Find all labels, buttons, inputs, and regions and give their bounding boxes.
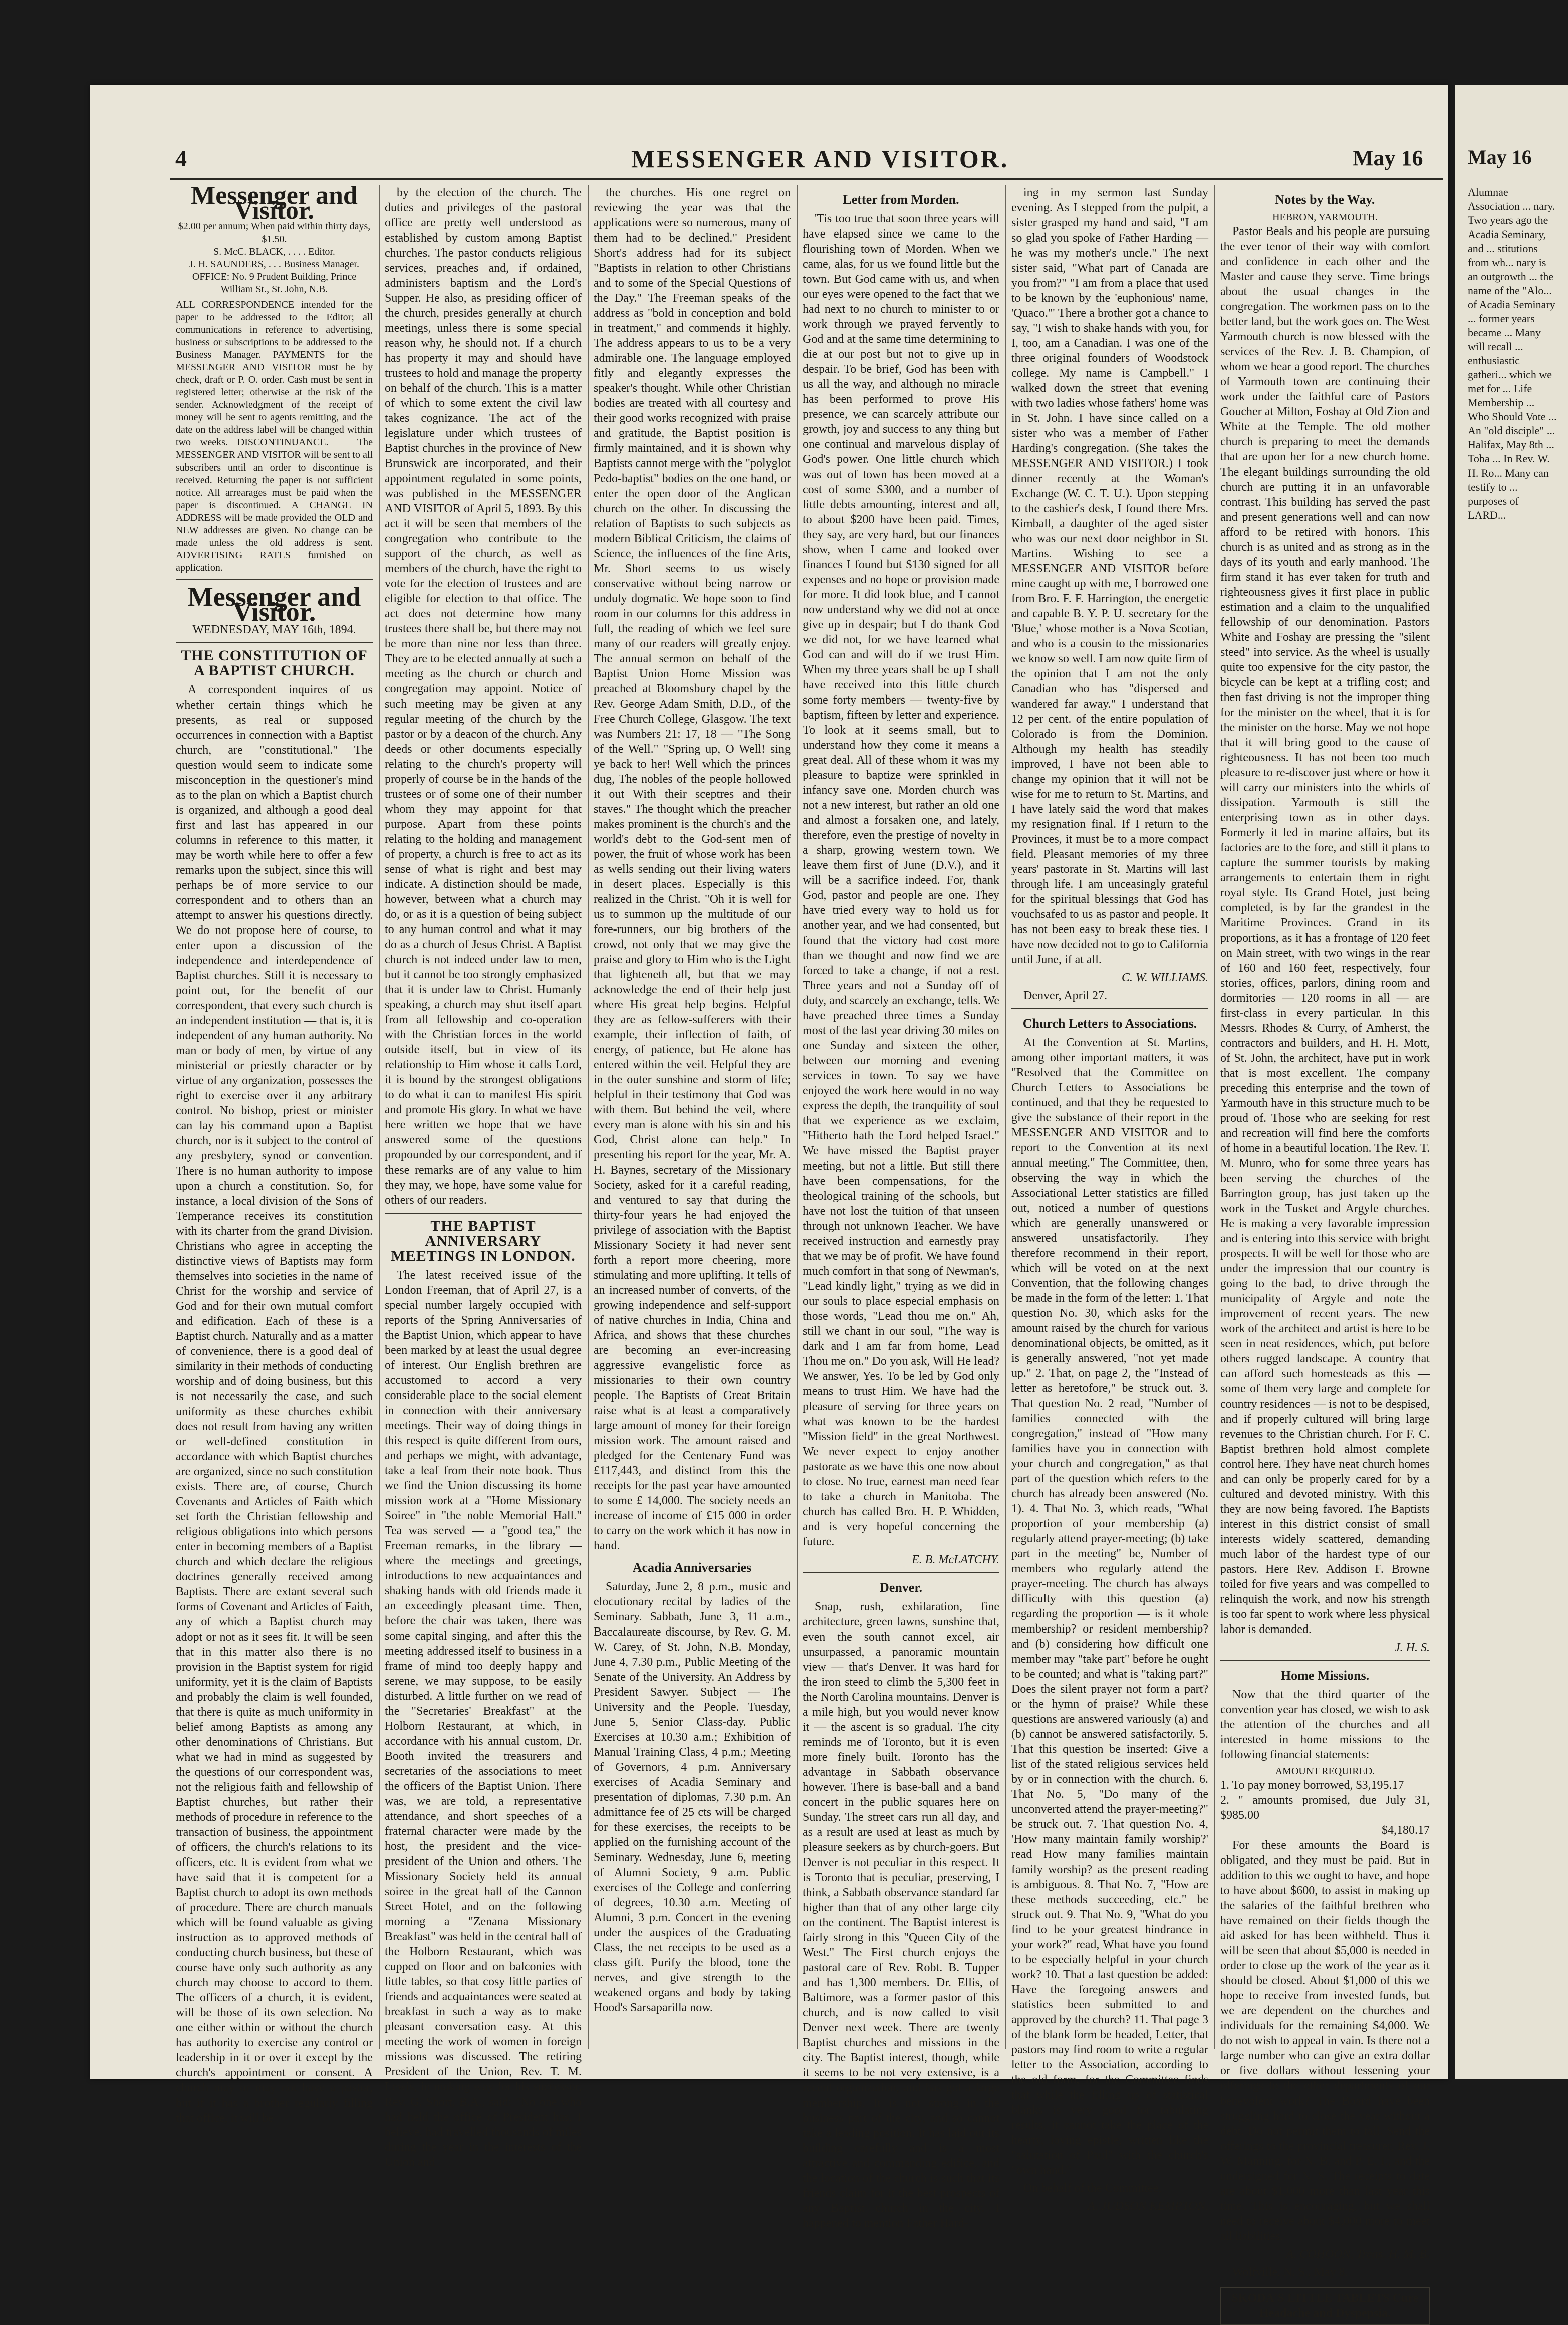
column-1 [173, 181, 376, 2125]
column-rule [588, 185, 589, 2049]
editor-line: S. McC. BLACK, . . . . Editor. [213, 246, 335, 257]
article-body: Now that the third quarter of the convention year has closed, we wish to ask the attention of the churches and all interested in home missions to the following financial statements: [1220, 1688, 1430, 1761]
dateline: Wolfville, N. S., May 8. [1232, 2266, 1348, 2279]
section-title: Church Letters to Associations. [1022, 1016, 1197, 1031]
statement-heading: AMOUNT REQUIRED. [1275, 1766, 1375, 1777]
column-rule [1005, 185, 1006, 2049]
column-2 [382, 185, 585, 2169]
column-6 [1217, 185, 1433, 2320]
signature: A. JUDSON KEMPTON. [1088, 2200, 1208, 2213]
divider [803, 1572, 999, 1573]
paper-title-2: Messenger and Visitor. [187, 582, 361, 627]
column-5 [1008, 185, 1211, 2213]
article-body: Snap, rush, exhilaration, fine architecture, green lawns, sunshine that, even the south cannot excel, air unsurpassed, a panoramic mountain view — that's Denver. It was hard for the iron steed to climb the 5,300 feet in the North Carolina mountains. Denver is a mile high, but you would never know it — the ascent is so gradual. The city reminds me of Toronto, but it is even more finely built. Toronto has the advantage in Sabbath observance however. There is base-ball and a band concert in the public squares here on Sunday. The street cars run all day, and as a result are used at least as much by pleasure seekers as by church-goers. But Denver is not peculiar in this respect. It is Toronto that is peculiar, preserving, I think, a Sabbath observance standard far higher than that of any other large city on the continent. The Baptist interest is fairly strong in this "Queen City of the West." The First church enjoys the pastoral care of Rev. Robt. B. Tupper and has 1,300 members. Dr. Ellis, of Baltimore, was a former pastor of this church, and is now called to visit Denver next week. There are twenty Baptist churches and missions in the city. The Baptist interest, though, while it seems to be not very extensive, is a recent organization, and has got a large membership. It is not strong in the business part of the city, and so cannot take a leading position. It has laid out its building carefully and is a most attractive and commanding edifice, and the location of the church is such that its friends claim for it the best prospects of any Baptist church in the city. I happened to mention Father Hard- [803, 1600, 999, 2230]
signature: C. W. WILLIAMS. [1121, 971, 1208, 984]
article-body: by the election of the church. The duties and privileges of the pastoral office are pretty well understood as established by custom among Baptist churches. The pastor conducts religious services, preaches and, if ordained, administers baptism and the Lord's Supper. He also, as presiding officer of the church, presides generally at church meetings, unless there is some special reason why, he should not. If a church has property it may and should have trustees to hold and manage the property on behalf of the church. This is a matter of which to some extent the civil law takes cognizance. The act of the legislature under which trustees of Baptist churches in the province of New Brunswick are incorporated, and their appointment regulated in some points, was published in the MESSENGER AND VISITOR of April 5, 1893. By this act it will be seen that members of the congregation who contribute to the support of the church, as well as members of the church, have the right to vote for the election of trustees and are eligible for election to that office. The act does not determine how many trustees there shall be, but there may not be more than nine nor less than three. They are to be elected annually at such a meeting as the church or church and congregation may appoint. Notice of such meeting may be given at any regular meeting of the church by the pastor or by a deacon of the church. Any deeds or other documents especially relating to the church's property will properly of course be in the hands of the trustees or of some one of their number whom they may appoint for that purpose. Apart from these points relating to the holding and management of property, a church is free to act as its sense of what is right and best may indicate. A distinction should be made, however, between what a church may do, or as it is a question of being subject to any human control and what it may do as a church of Jesus Christ. A Baptist church is not indeed under law to men, but it cannot be too strongly emphasized that it is under law to Christ. Humanly speaking, a church may shut itself apart from all fellowship and co-operation with the Christian forces in the world outside itself, but in view of its relationship to Him whose it calls Lord, it is bound by the strongest obligations to do what it can to manifest His spirit and promote His glory. In what we have here written we hope that we have answered some of the questions propounded by our correspondent, and if these remarks are of any value to him they may, we hope, have some value for others of our readers. [385, 186, 582, 1207]
office-address: OFFICE: No. 9 Prudent Building, Prince William St., St. John, N.B. [192, 271, 357, 295]
statement-item: 1. To pay money borrowed, $3,195.17 [1220, 1779, 1404, 1792]
divider [176, 579, 373, 580]
article-body: Pastor Beals and his people are pursuing the ever tenor of their way with comfort and confidence in each other and the Master and cause they serve. Time brings about the usual changes in the congregation. The workmen pass on to the better land, but the work goes on. The West Yarmouth church is now blessed with the services of the Rev. J. B. Champion, of whom we hear a good report. The churches of Yarmouth town are continuing their work under the faithful care of Pastors Goucher at Milton, Foshay at Old Zion and White at the Temple. The old mother church is preparing to meet the demands that are upon her for a new church home. The elegant buildings surrounding the old church are putting it in an unfavorable contrast. This building has served the past and present generations well and can now afford to be retired with honors. This church is as united and as strong as in the days of its youth and early manhood. The firm stand it has ever taken for truth and righteousness gives it first place in public estimation and a claim to the unqualified fellowship of our denomination. Pastors White and Foshay are pressing the "silent steed" into service. As the wheel is usually quite too expensive for the city pastor, the bicycle can be kept at a trifling cost; and then fast driving is not the improper thing for the minister on the wheel, that it is for the minister on the horse. May we not hope that it will bring good to the cause of righteousness. It has not been too much pleasure to re-discover just where or how it will carry our ministers into the whirls of dissipation. Yarmouth is still the enterprising town as in other days. Formerly it led in marine affairs, but its factories are to the fore, and still it plans to capture the summer tourists by making arrangements to entertain them in right royal style. Its Grand Hotel, just being completed, is by far the grandest in the Maritime Provinces. Grand in its proportions, as it has a frontage of 120 feet on Main street, with two wings in the rear of 160 and 160 feet, respectively, four stories, offices, parlors, dining room and dormitories — 120 rooms in all — are first-class in every particular. In this Messrs. Rhodes & Curry, of Amherst, the contractors and builders, and H. H. Mott, of St. John, the architect, have put in work that is most excellent. The company preceding this enterprise and the town of Yarmouth have in this structure much to be proud of. Those who are seeking for rest and recreation will find here the comforts of home in a beautiful location. The Rev. T. M. Munro, who for some three years has been serving the churches of the Barrington group, has just taken up the work in the Tusket and Argyle churches. He is making a very favorable impression and is entering into this service with bright prospects. It will be well for those who are under the impression that our country is going to the bad, to drive through the municipality of Argyle and note the improvement of recent years. The new work of the architect and artist is here to be seen in neat residences, which, put before others rugged landscape. A country that can afford such homesteads as this — some of them very large and complete for country residences — is not to be despised, and if properly cultured will bring large revenues to the Christian church. For F. C. Baptist brethren hold almost complete control here. They have neat church homes and can only be properly cared for by a cultured and devoted ministry. With this they are now being favored. The Baptists interest in this district consist of small interests widely scattered, demanding much labor of the hardest type of our pastors. Here Rev. Addison F. Browne toiled for five years and was compelled to relinquish the work, and now his strength is too far spent to work where less physical labor is demanded. [1220, 225, 1430, 1636]
article-body: A correspondent inquires of us whether certain things which he presents, as real or supposed occurrences in connection with a Baptist church, are "constitutional." The question would seem to indicate some misconception in the questioner's mind as to the plan on which a Baptist church is organized, and although a good deal first and last has appeared in our columns in reference to this matter, it may be worth while here to offer a few remarks upon the subject, since this will perhaps be of more service to our correspondent and to others than an attempt to answer his questions directly. We do not propose here of course, to enter upon a discussion of the independence and interdependence of Baptist churches. Still it is necessary to point out, for the benefit of our correspondent, that every such church is an independent institution — that is, it is independent of any human authority. No man or body of men, by virtue of any ministerial or priestly character or by virtue of any organization, possesses the right to exercise over it any arbitrary control. No bishop, priest or minister can lay his command upon a Baptist church, nor is it subject to the control of any presbytery, synod or convention. There is no human authority to impose upon a church a constitution. So, for instance, a local division of the Sons of Temperance receives its constitution with its charter from the grand Division. Christians who agree in accepting the distinctive views of Baptists may form themselves into societies in the name of Christ for the worship and service of God and for their own mutual comfort and edification. Each of these is a Baptist church. Naturally and as a matter of convenience, there is a good deal of similarity in their methods of conducting worship and of doing business, but this is not necessarily the case, and such uniformity as these churches exhibit does not result from having any written or well-defined constitution in accordance with which Baptist churches are organized, since no such constitution exists. There are, of course, Church Covenants and Articles of Faith which set forth the Christian fellowship and religious obligations into which persons enter in becoming members of a Baptist church and which declare the religious doctrines generally received among Baptists. There are extant several such forms of Covenant and Articles of Faith, any of which a Baptist church may adopt or not as it sees fit. It will be seen that in this matter also there is no provision in the Baptist system for rigid uniformity, yet it is the claim of Baptists and probably the claim is well founded, that there is quite as much uniformity in belief among Baptists as among any other denominations of Christians. But what we had in mind as suggested by the questions of our correspondent was, not the religious faith and fellowship of Baptist churches, but rather their methods of procedure in reference to the transaction of business, the appointment of officers, the church's relations to its officers, etc. It is evident from what we have said that it is competent for a Baptist church to adopt its own methods of procedure. There are church manuals which will be found valuable as giving instruction as to approved methods of conducting church business, but these of course have only such authority as any church may choose to accord to them. The officers of a church, it is evident, will be those of its own selection. No one either within or without the church has authority to exercise any control or leadership in it or over it except by the church's appointment or consent. A church may or may not have a pastor, but if it has a brother regularly filling that office, it will be [176, 683, 373, 2125]
divider [385, 1213, 582, 1214]
section-title: Letter from Morden. [843, 192, 959, 207]
next-page-date: May 16 [1468, 146, 1532, 168]
subscription-notices: ALL CORRESPONDENCE intended for the paper to be addressed to the Editor; all communications in reference to advertising, business or subscriptions to be addressed to the Business Manager. PAYMENTS for the MESSENGER AND VISITOR must be by check, draft or P. O. order. Cash must be sent in registered letter; otherwise at the risk of the sender. Acknowledgment of the receipt of money will be sent to agents remitting, and the date on the address label will be changed within two weeks. DISCONTINUANCE. — The MESSENGER AND VISITOR will be sent to all subscribers until an order to discontinue is received. Returning the paper is not sufficient notice. All arrearages must be paid when the paper is discontinued. A CHANGE IN ADDRESS will be made provided the OLD and NEW addresses are given. No change can be made unless the old address is sent. ADVERTISING RATES furnished on application. [176, 299, 373, 573]
statement-item: 2. " amounts promised, due July 31, $985.00 [1220, 1794, 1430, 1822]
advertisement: SKODA'S LITTLE TABLETS Cure Headache and Dyspepsia. [1220, 2287, 1430, 2325]
column-3 [591, 185, 794, 2049]
column-rule [1214, 185, 1215, 2049]
article-title: THE BAPTIST ANNIVERSARY MEETINGS IN LONDON. [391, 1218, 576, 1264]
column-rule [379, 185, 380, 2049]
divider [1220, 1660, 1430, 1661]
signature: J. H. S. [1395, 1641, 1430, 1654]
issue-dateline: WEDNESDAY, MAY 16th, 1894. [192, 623, 356, 636]
page-number: 4 [175, 146, 187, 171]
article-body: The latest received issue of the London Freeman, that of April 27, is a special number largely occupied with reports of the Spring Anniversaries of the Baptist Union, which appear to have been marked by at least the usual degree of interest. Our English brethren are accustomed to accord a very considerable place to the social element in connection with their anniversary meetings. Their way of doing things in this respect is quite different from ours, and perhaps we might, with advantage, take a leaf from their note book. Thus we find the Union discussing its home mission work at a "Home Missionary Soiree" in "the noble Memorial Hall." Tea was served — a "good tea," the Freeman remarks, in the library — where the meetings and greetings, introductions to new acquaintances and shaking hands with old friends made it an exceedingly pleasant time. Then, before the chair was taken, there was some capital singing, and after this the meeting addressed itself to business in a frame of mind too deeply happy and serene, we may suppose, to be easily disturbed. A little further on we read of the "Secretaries' Breakfast" at the Holborn Restaurant, at which, in accordance with his annual custom, Dr. Booth invited the treasurers and secretaries of the associations to meet the officers of the Baptist Union. There was, we are told, a representative attendance, and short speeches of a fraternal character were made by the host, the president and the vice-president of the Union and others. The Missionary Society held its annual soiree in the great hall of the Cannon Street Hotel, and on the following morning a "Zenana Missionary Breakfast" was held in the central hall of the Holborn Restaurant, which was cupped on floor and on balconies with little tables, so that cosy little parties of friends and acquaintances were seated at breakfast in such a way as to make pleasant conversation easy. At this meeting the work of women in foreign missions was discussed. The retiring President of the Union, Rev. T. M. Lewis, in making way for his successor, Rev. G. Short, B.A., said: "No one who had held the office of President has, I believe, had travelled thousands of miles during the year in the interests of the Union and [385, 1269, 582, 2169]
paper-title: Messenger and Visitor. [191, 181, 358, 225]
statement-total: $4,180.17 [1382, 1824, 1430, 1837]
article-title: THE CONSTITUTION OF A BAPTIST CHURCH. [181, 647, 368, 679]
section-title: Denver. [880, 1580, 922, 1595]
section-subtitle: HEBRON, YARMOUTH. [1272, 212, 1378, 223]
next-page-text: Alumnae Association ... nary. Two years ago the Acadia Seminary, and ... stitutions from wh... nary is an outgrowth ... the name of the "Alo... of Acadia Seminary ... former years became ... Many will recall ... enthusiastic gatheri... which we met for ... Life Membership ... Who Should Vote ... An "old disciple" ... Halifax, May 8th ... Toba ... In Rev. W. H. Ro... Many can testify to ... purposes of LARD... [1468, 186, 1557, 521]
divider [176, 642, 373, 643]
dateline: Denver, April 27. [1023, 989, 1108, 1002]
column-rule [797, 185, 798, 2049]
section-title: Home Missions. [1280, 1668, 1370, 1683]
article-body: ing in my sermon last Sunday evening. As I stepped from the pulpit, a sister grasped my hand and said, "I am so glad you spoke of Father Harding — he was my mother's uncle." The next sister said, "What part of Canada are you from?" "I am from a place that used to be known by the 'euphonious' name, 'Quaco.'" There a brother got a chance to say, "I wish to shake hands with you, for I, too, am a Canadian. I was one of the three original founders of Woodstock college. My name is Campbell." I walked down the street that evening with two ladies whose fathers' home was in St. John. I have since called on a sister who was a member of Father Harding's congregation. (She takes the MESSENGER AND VISITOR.) I took dinner recently at the Woman's Exchange (W. C. T. U.). Upon stepping to the cashier's desk, I found there Mrs. Kimball, a daughter of the aged sister who was our next door neighbor in St. Martins. Wishing to see a MESSENGER AND VISITOR before mine caught up with me, I borrowed one from Bro. F. F. Harrington, the energetic and capable B. Y. P. U. secretary for the 'Blue,' whose mother is a Nova Scotian, and who is a cousin to the missionaries we know so well. I am now quite firm of the opinion that I am not the only Canadian who has "dispersed and wandered far away." I understand that 12 per cent. of the entire population of Colorado is from the Dominion. Although my health has steadily improved, I have not been able to change my opinion that it will not be wise for me to return to St. Martins, and I have lately said the word that makes my resignation final. If I return to the Provinces, it must be to a more compact field. Pleasant memories of my three years' pastorate in St. Martins will last through life. I am unceasingly grateful for the spiritual blessings that God has vouchsafed to us as pastor and people. It has not been easy to break these ties. I have now decided not to go to California until June, if at all. [1011, 186, 1208, 966]
article-body: 'Tis too true that soon three years will have elapsed since we came to the flourishing town of Morden. When we came, alas, for us we found little but the town. But God came with us, and when our eyes were opened to the fact that we had next to no church to minister to or work through we prayed fervently to God and at the same time determining to die at our post but not to give up in despair. To be brief, God has been with us all the way, and although no miracle has been performed to prove His presence, we can scarcely attribute our growth, joy and success to any thing but one continual and marvelous display of God's power. One little church which was out of town has been moved at a cost of some $300, and a number of little debts amounting, interest and all, to about $200 have been paid. Times, they say, are very hard, but our finances show, when I came and looked over finances I found but $130 signed for all expenses and no hope or provision made for more. It did look blue, and I cannot now understand why we did not at once give up in despair; but I do thank God we did not, for we have learned what God can and will do if we trust Him. When my three years shall be up I shall have received into this little church some forty members — twenty-five by baptism, fifteen by letter and experience. To look at it seems small, but to understand how they come it means a great deal. All of these whom it was my pleasure to baptize were sprinkled in infancy save one. Morden church was not a new interest, but rather an old one and almost a forsaken one, and lately, therefore, even the prestige of novelty in a sharp, growing western town. We leave them first of June (D.V.), and it will be a sacrifice indeed. For, thank God, pastor and people are one. They have tried every way to hold us for another year, and we had consented, but found that the victory had cost more than we thought and now find we are forced to take a change, if not a rest. Three years and not a Sunday off of duty, and scarcely an exchange, tells. We have preached three times a Sunday most of the last year driving 30 miles on one Sunday and sixteen the other, between our morning and evening services in town. To say we have enjoyed the work here would in no way express the depth, the tranquility of soul that we experience as we exclaim, "Hitherto hath the Lord helped Israel." We have missed the Baptist prayer meeting, but not a little. But still there have been compensations, for the theological training of the schools, but have not lost the tuition of that unseen through not unknown Teacher. We have received instruction and earnestly pray that we may be of profit. We have found much comfort in that song of Newman's, "Lead kindly light," trying as we did in our souls to place especial emphasis on those words, "Lead thou me on." Ah, still we chant in our soul, "The way is dark and I am far from home, Lead Thou me on." Do you ask, Will He lead? We answer, Yes. To be led by God only means to trust Him. We have had the pleasure of serving for three years on what was known to be the hardest "Mission field" in the great Northwest. We never expect to enjoy another pastorate as we have this one now about to close. No true, earnest man need fear to take a church in Manitoba. The church has called Bro. H. P. Whidden, and is very hopeful concerning the future. [803, 212, 999, 1548]
article-body: At the Convention at St. Martins, among other important matters, it was "Resolved that the Committee on Church Letters to Associations be continued, and that they be requested to give the substance of their report in the MESSENGER AND VISITOR and to report to the Convention at its next annual meeting." The Committee, then, observing the way in which the Associational Letter statistics are filled out, noticed a number of questions which are generally unanswered or answered unsatisfactorily. They therefore recommend in their report, which will be voted on at the next Convention, that the following changes be made in the form of the letter: 1. That question No. 30, which asks for the amount raised by the church for various denominational objects, be omitted, as it is generally answered, "not yet made up." 2. That, on page 2, the "Instead of letter as heretofore," be struck out. 3. That question No. 2 read, "Number of families connected with the congregation," instead of "How many families have you in connection with your church and congregation," as that part of the question which refers to the church has already been answered (No. 1). 4. That No. 3, which reads, "What proportion of your membership (a) regularly attend prayer-meeting; (b) take part in the meeting" be, Number of members who regularly attend the prayer-meeting. The church has always difficulty with this question (a) regarding the proportion — is it whole membership? or resident membership? and (b) considering how difficult one member may "take part" before he ought to be counted; and what is "taking part?" Does the silent prayer not form a part? or the hymn of praise? While these questions are answered variously (a) and (b) cannot be answered satisfactorily. 5. That this question be inserted: Give a list of the stated religious services held by or in connection with the church. 6. That No. 5, "Do many of the unconverted attend the prayer-meeting?" be struck out. 7. That question No. 4, 'How many maintain family worship?' read How many families maintain family worship? as the present reading is ambiguous. 8. That No. 7, "How are these methods succeeding, etc." be struck out. 9. That No. 9, "What do you find to be your greatest hindrance in your work?" read, What have you found to be especially helpful in your church work? 10. That a last question be added: Have the foregoing answers and statistics been submitted to and approved by the church? 11. That page 3 of the blank form be headed, Letter, that pastors may find room to write a regular letter to the Association, according to the old form, for the Committee finds that while the filling up of statistical blanks is very good for tabulating results, it cannot take the place of the hearty, loving epistle, written like the "salutation of Paul" with the church's "own hand." [1011, 1036, 1208, 2177]
article-body: the churches. His one regret on reviewing the year was that the applications were so numerous, many of them had to be declined." President Short's address had for its subject "Baptists in relation to other Christians and to some of the Special Questions of the Day." The Freeman speaks of the address as "bold in conception and bold in treatment," and commends it highly. The address appears to us to be a very admirable one. The language employed fitly and elegantly expresses the speaker's thought. While other Christian bodies are treated with all courtesy and their good works recognized with praise and gratitude, the Baptist position is firmly maintained, and it is shown why Baptists cannot merge with the "polyglot Pedo-baptist" bodies on the one hand, or enter the open door of the Anglican church on the other. In discussing the relation of Baptists to such subjects as modern Biblical Criticism, the claims of Science, the influences of the fine Arts, Mr. Short seems to us wisely conservative without being narrow or unduly dogmatic. We hope soon to find room in our columns for this address in full, the reading of which we feel sure many of our readers will greatly enjoy. The annual sermon on behalf of the Baptist Union Home Mission was preached at Bloomsbury chapel by the Rev. George Adam Smith, D.D., of the Free Church College, Glasgow. The text was Numbers 21: 17, 18 — "The Song of the Well." "Spring up, O Well! sing ye back to her! Well which the princes dug, The nobles of the people hollowed it out With their sceptres and their staves." The thought which the preacher makes prominent is the church's and the world's debt to the God-sent men of power, the fruit of whose work has been as wells sending out their living waters in desert places. Especially is this realized in the Christ. "Oh it is well for us to summon up the multitude of our fore-runners, our big brothers of the crowd, not only that we may give the praise and glory to Him who is the Light that lighteneth all, but that we may acknowledge the end of their help just where His great help begins. Helpful they are as fellow-sufferers with their example, their inflection of faith, of energy, of patience, but He alone has entered within the veil. Helpful they are in the outer sunshine and storm of life; helpful in their testimony that God was with them. But behind the veil, where every man is alone with his sin and his God, Christ alone can help." In presenting his report for the year, Mr. A. H. Baynes, secretary of the Missionary Society, asked for it a careful reading, and ventured to say that during the thirty-four years he had enjoyed the privilege of association with the Baptist Missionary Society it had never sent forth a report more cheering, more stimulating and more uplifting. It tells of an increased number of converts, of the growing independence and self-support of native churches in India, China and Africa, and shows that these churches are becoming an ever-increasing aggressive evangelistic force as missionaries to their own country people. The Baptists of Great Britain raise what is at least a comparatively large amount of money for their foreign mission work. The amount raised and pledged for the Centenary Fund was £117,443, and distinct from this the receipts for the past year have amounted to some £ 14,000. The society needs an increase of income of £15 000 in order to carry on the work which it has now in hand. [594, 186, 791, 1552]
signature: E. B. McLATCHY. [912, 1553, 999, 1566]
divider [1011, 1008, 1208, 1009]
signature: A. COHOON, Treas. H. M. B. [1286, 2248, 1430, 2261]
column-4 [800, 185, 1002, 2230]
committee-line: On behalf of the Committee, [1023, 2182, 1162, 2195]
section-title: Notes by the Way. [1275, 192, 1375, 207]
section-title: Acadia Anniversaries [632, 1560, 752, 1575]
manager-line: J. H. SAUNDERS, . . . Business Manager. [189, 259, 359, 270]
page-date: May 16 [1353, 146, 1423, 170]
header-rule [170, 178, 1443, 180]
masthead: MESSENGER AND VISITOR. [631, 145, 1009, 173]
article-body: Saturday, June 2, 8 p.m., music and elocutionary recital by ladies of the Seminary. Sabbath, June 3, 11 a.m., Baccalaureate discourse, by Rev. G. M. W. Carey, of St. John, N.B. Monday, June 4, 7.30 p.m., Public Meeting of the Senate of the University. An Address by President Sawyer. Subject — The University and the People. Tuesday, June 5, Senior Class-day. Public Exercises at 10.30 a.m.; Exhibition of Manual Training Class, 4 p.m.; Meeting of Governors, 4 p.m. Anniversary exercises of Acadia Seminary and presentation of diplomas, 7.30 p.m. An admittance fee of 25 cts will be charged for these exercises, the receipts to be applied on the furnishing account of the Seminary. Wednesday, June 6, meeting of Alumni Society, 9 a.m. Public exercises of the College and conferring of degrees, 10.30 a.m. Meeting of Alumni, 3 p.m. Concert in the evening under the auspices of the Graduating Class, the net receipts to be used as a class gift. Purify the blood, tone the nerves, and give strength to the weakened organs and body by taking Hood's Sarsaparilla now. [594, 1580, 791, 2014]
subscription-terms: $2.00 per annum; When paid within thirty days, $1.50. [178, 221, 371, 245]
article-body: For these amounts the Board is obligated, and they must be paid. But in addition to this we ought to have, and hope to have about $600, to assist in making up the salaries of the faithful brethren who have remained on their fields though the aid asked for has been withheld. Thus it will be seen that about $5,000 is needed in order to close up the work of the year as it should be closed. About $1,000 of this we hope to receive from invested funds, but we are dependent on the churches and individuals for the remaining $4,000. We do not wish to appeal in vain. Is there not a large number who can give an extra dollar or five dollars without lessening your offerings to the other departments of our benevolent work? The Board have been struggling hard to close the year without a debt. Do not permit them to fall. Send the offerings to the provincial treasurer, Rev. J. W. Manning, for N. B. and P. E. I., and the undersigned for N. S. The receipts to date are about $1,000 more than last year this time. This is encouraging, but we shall need to receive about $4,000 more to meet all liabilities. [1220, 1839, 1430, 2243]
